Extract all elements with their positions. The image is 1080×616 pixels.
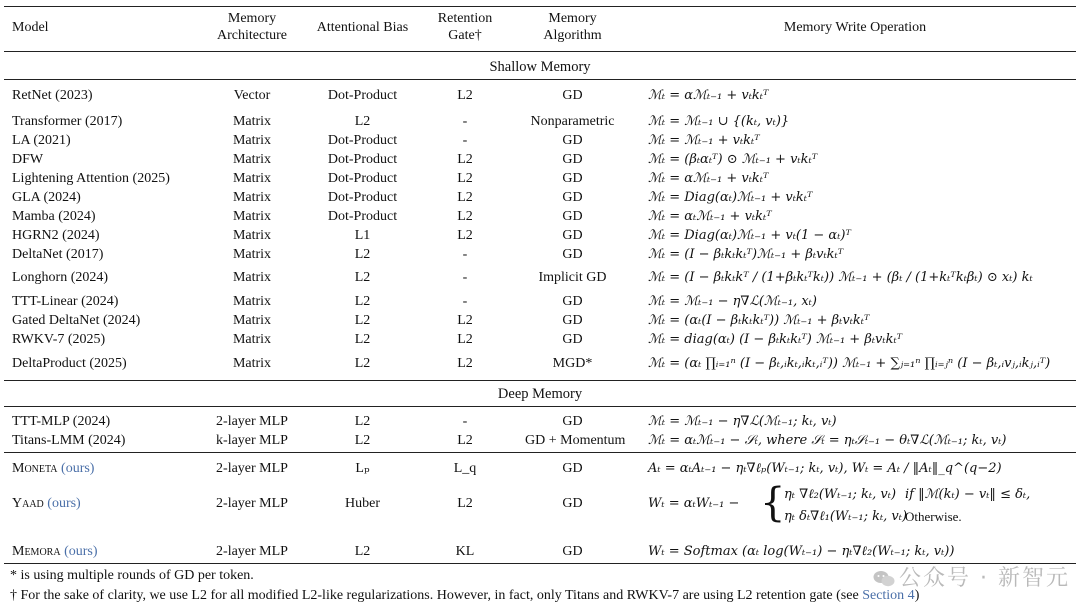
case-2-condition: Otherwise. [905, 509, 962, 524]
retention-gate: - [462, 414, 468, 429]
attentional-bias: Dot-Product [327, 171, 398, 186]
memory-write-operation: ℳₜ = (I − βₜkₜkₜᵀ)ℳₜ₋₁ + βₜvₜkₜᵀ [648, 247, 844, 262]
header-attentional-bias: Attentional Bias [316, 20, 409, 35]
retention-gate: L2 [457, 356, 473, 371]
model-name: HGRN2 (2024) [12, 228, 100, 243]
attentional-bias: Dot-Product [327, 133, 398, 148]
memory-write-operation: ℳₜ = Diag(αₜ)ℳₜ₋₁ + vₜ(1 − αₜ)ᵀ [648, 228, 851, 243]
memory-write-operation: ℳₜ = αₜℳₜ₋₁ − 𝒮ₜ, where 𝒮ₜ = ηₜ𝒮ₜ₋₁ − θₜ∇ℒ(ℳₜ₋₁; kₜ, vₜ) [648, 433, 1007, 448]
header-memory-algorithm: Memory Algorithm [543, 11, 602, 43]
case-1-condition: if ‖ℳ(kₜ) − vₜ‖ ≤ δₜ, [905, 487, 1031, 502]
header-retention-gate: Retention Gate† [437, 11, 493, 43]
attentional-bias: Dot-Product [327, 190, 398, 205]
model-name: Lightening Attention (2025) [12, 171, 170, 186]
footnote-dagger-text: † For the sake of clarity, we use L2 for all modified L2-like regularizations. However, in fact, only Titans and RWKV-7 are using L2 retention gate (see [10, 588, 859, 603]
memory-architecture: Matrix [232, 209, 272, 224]
memory-algorithm: GD [562, 133, 583, 148]
retention-gate: L2 [457, 228, 473, 243]
memory-write-operation: Aₜ = αₜAₜ₋₁ − ηₜ∇ℓₚ(Wₜ₋₁; kₜ, vₜ), Wₜ = Aₜ / ‖Aₜ‖_q^(q−2) [648, 461, 1002, 476]
model-name: Longhorn (2024) [12, 270, 109, 285]
memory-write-operation: ℳₜ = ℳₜ₋₁ − η∇ℒ(ℳₜ₋₁, xₜ) [648, 294, 817, 309]
memory-architecture: Matrix [232, 133, 272, 148]
memory-algorithm: GD [562, 88, 583, 103]
header-rule [4, 51, 1076, 52]
retention-gate: L2 [457, 313, 473, 328]
model-name: TTT-Linear (2024) [12, 294, 119, 309]
memory-write-operation: ℳₜ = Diag(αₜ)ℳₜ₋₁ + vₜkₜᵀ [648, 190, 813, 205]
memory-architecture: Matrix [232, 171, 272, 186]
attentional-bias: Lₚ [355, 461, 370, 476]
retention-gate: L_q [453, 461, 477, 476]
attentional-bias: L2 [354, 294, 371, 309]
memory-algorithm: GD [562, 171, 583, 186]
memory-algorithm: GD [562, 247, 583, 262]
retention-gate: - [462, 270, 468, 285]
retention-gate: L2 [457, 433, 473, 448]
attentional-bias: L2 [354, 313, 371, 328]
attentional-bias: L2 [354, 414, 371, 429]
model-name: Titans-LMM (2024) [12, 433, 126, 448]
memory-write-operation: ℳₜ = (αₜ ∏ᵢ₌₁ⁿ (I − βₜ,ᵢkₜ,ᵢkₜ,ᵢᵀ)) ℳₜ₋₁ + ∑ⱼ₌₁ⁿ ∏ᵢ₌ⱼⁿ (I − βₜ,ᵢvⱼ,ᵢkⱼ,ᵢᵀ) [648, 356, 1051, 371]
memory-algorithm: GD [562, 332, 583, 347]
retention-gate: - [462, 294, 468, 309]
model-name: Moneta [12, 461, 58, 476]
ours-link[interactable]: (ours) [47, 496, 81, 511]
memory-architecture: 2-layer MLP [216, 414, 288, 429]
attentional-bias: Huber [345, 496, 380, 511]
attentional-bias: L2 [354, 433, 371, 448]
model-name: RetNet (2023) [12, 88, 93, 103]
ours-link[interactable]: (ours) [61, 461, 95, 476]
memory-algorithm: GD + Momentum [525, 433, 626, 448]
model-name: DFW [12, 152, 44, 167]
memory-write-operation: ℳₜ = αℳₜ₋₁ + vₜkₜᵀ [648, 88, 769, 103]
attentional-bias: Dot-Product [327, 209, 398, 224]
footnote-dagger-close: ) [914, 588, 920, 603]
memory-write-operation: ℳₜ = αℳₜ₋₁ + vₜkₜᵀ [648, 171, 769, 186]
memory-algorithm: GD [562, 461, 583, 476]
memory-architecture: Matrix [232, 114, 272, 129]
case-1-expression: ηₜ ∇ℓ₂(Wₜ₋₁; kₜ, vₜ) [784, 487, 897, 502]
top-rule [4, 6, 1076, 7]
model-name: Mamba (2024) [12, 209, 96, 224]
retention-gate: KL [455, 544, 475, 559]
memory-algorithm: GD [562, 228, 583, 243]
model-name: GLA (2024) [12, 190, 81, 205]
ours-link[interactable]: (ours) [64, 544, 98, 559]
memory-write-operation: ℳₜ = (αₜ(I − βₜkₜkₜᵀ)) ℳₜ₋₁ + βₜvₜkₜᵀ [648, 313, 870, 328]
memory-architecture: Matrix [232, 270, 272, 285]
retention-gate: - [462, 114, 468, 129]
memory-algorithm: GD [562, 496, 583, 511]
deep-rule [4, 406, 1076, 407]
attentional-bias: L2 [354, 270, 371, 285]
memory-architecture: 2-layer MLP [216, 544, 288, 559]
memory-architecture: Matrix [232, 332, 272, 347]
section-4-link[interactable]: Section 4 [862, 588, 915, 603]
memory-architecture: Matrix [232, 152, 272, 167]
attentional-bias: L2 [354, 247, 371, 262]
watermark-text: 公众号 · 新智元 [899, 566, 1070, 591]
memory-algorithm: GD [562, 152, 583, 167]
memory-algorithm: GD [562, 209, 583, 224]
header-memory-write-operation: Memory Write Operation [783, 20, 927, 35]
memory-write-operation: ℳₜ = αₜℳₜ₋₁ + vₜkₜᵀ [648, 209, 772, 224]
attentional-bias: L2 [354, 114, 371, 129]
footnote-dagger [10, 588, 919, 604]
retention-gate: - [462, 247, 468, 262]
memory-write-operation: Wₜ = Softmax (αₜ log(Wₜ₋₁) − ηₜ∇ℓ₂(Wₜ₋₁; kₜ, vₜ)) [648, 544, 955, 559]
memory-architecture: k-layer MLP [216, 433, 288, 448]
wechat-icon [873, 570, 895, 588]
model-name: DeltaProduct (2025) [12, 356, 127, 371]
memory-algorithm: MGD* [552, 356, 593, 371]
model-name: TTT-MLP (2024) [12, 414, 111, 429]
retention-gate: L2 [457, 209, 473, 224]
memory-architecture: Matrix [232, 228, 272, 243]
memory-write-operation: ℳₜ = ℳₜ₋₁ − η∇ℒ(ℳₜ₋₁; kₜ, vₜ) [648, 414, 837, 429]
memory-algorithm: GD [562, 544, 583, 559]
footnote-star: * is using multiple rounds of GD per token. [10, 568, 254, 583]
retention-gate: L2 [457, 496, 473, 511]
retention-gate: L2 [457, 332, 473, 347]
attentional-bias: L2 [354, 356, 371, 371]
retention-gate: L2 [457, 152, 473, 167]
memory-architecture: 2-layer MLP [216, 461, 288, 476]
memory-write-operation: ℳₜ = diag(αₜ) (I − βₜkₜkₜᵀ) ℳₜ₋₁ + βₜvₜkₜᵀ [648, 332, 903, 347]
memory-architecture: 2-layer MLP [216, 496, 288, 511]
memory-write-operation: ℳₜ = ℳₜ₋₁ ∪ {(kₜ, vₜ)} [648, 114, 790, 129]
case-brace: { [760, 480, 786, 526]
model-name: Gated DeltaNet (2024) [12, 313, 141, 328]
model-name: LA (2021) [12, 133, 71, 148]
model-name: Memora [12, 544, 61, 559]
memory-write-operation: ℳₜ = ℳₜ₋₁ + vₜkₜᵀ [648, 133, 760, 148]
retention-gate: L2 [457, 88, 473, 103]
watermark [873, 561, 1070, 592]
section-deep-memory: Deep Memory [497, 386, 583, 402]
model-name: Transformer (2017) [12, 114, 123, 129]
memory-architecture: Matrix [232, 247, 272, 262]
memory-architecture: Matrix [232, 190, 272, 205]
memory-architecture: Matrix [232, 313, 272, 328]
ours-rule [4, 452, 1076, 453]
memory-algorithm: GD [562, 414, 583, 429]
memory-write-operation: ℳₜ = (I − βₜkₜkᵀ / (1+βₜkₜᵀkₜ)) ℳₜ₋₁ + (βₜ / (1+kₜᵀkₜβₜ) ⊙ xₜ) kₜ [648, 270, 1033, 285]
memory-architecture: Vector [233, 88, 271, 103]
model-name: Yaad [12, 496, 44, 511]
memory-write-operation: ℳₜ = (βₜαₜᵀ) ⊙ ℳₜ₋₁ + vₜkₜᵀ [648, 152, 818, 167]
retention-gate: L2 [457, 190, 473, 205]
shallow-rule [4, 79, 1076, 80]
section-shallow-memory: Shallow Memory [489, 59, 591, 75]
case-2-expression: ηₜ δₜ∇ℓ₁(Wₜ₋₁; kₜ, vₜ) [784, 509, 908, 524]
attentional-bias: Dot-Product [327, 88, 398, 103]
attentional-bias: L1 [354, 228, 371, 243]
retention-gate: - [462, 133, 468, 148]
attentional-bias: L2 [354, 332, 371, 347]
memory-architecture: Matrix [232, 294, 272, 309]
model-name: RWKV-7 (2025) [12, 332, 106, 347]
memory-algorithm: GD [562, 190, 583, 205]
attentional-bias: Dot-Product [327, 152, 398, 167]
memory-algorithm: Implicit GD [538, 270, 607, 285]
shallow-end-rule [4, 380, 1076, 381]
memory-algorithm: GD [562, 313, 583, 328]
header-model: Model [12, 20, 49, 35]
retention-gate: L2 [457, 171, 473, 186]
memory-write-lhs: Wₜ = αₜWₜ₋₁ − [648, 496, 740, 511]
memory-algorithm: GD [562, 294, 583, 309]
model-name: DeltaNet (2017) [12, 247, 104, 262]
header-memory-architecture: Memory Architecture [217, 11, 287, 43]
memory-algorithm: Nonparametric [530, 114, 615, 129]
attentional-bias: L2 [354, 544, 371, 559]
memory-architecture: Matrix [232, 356, 272, 371]
